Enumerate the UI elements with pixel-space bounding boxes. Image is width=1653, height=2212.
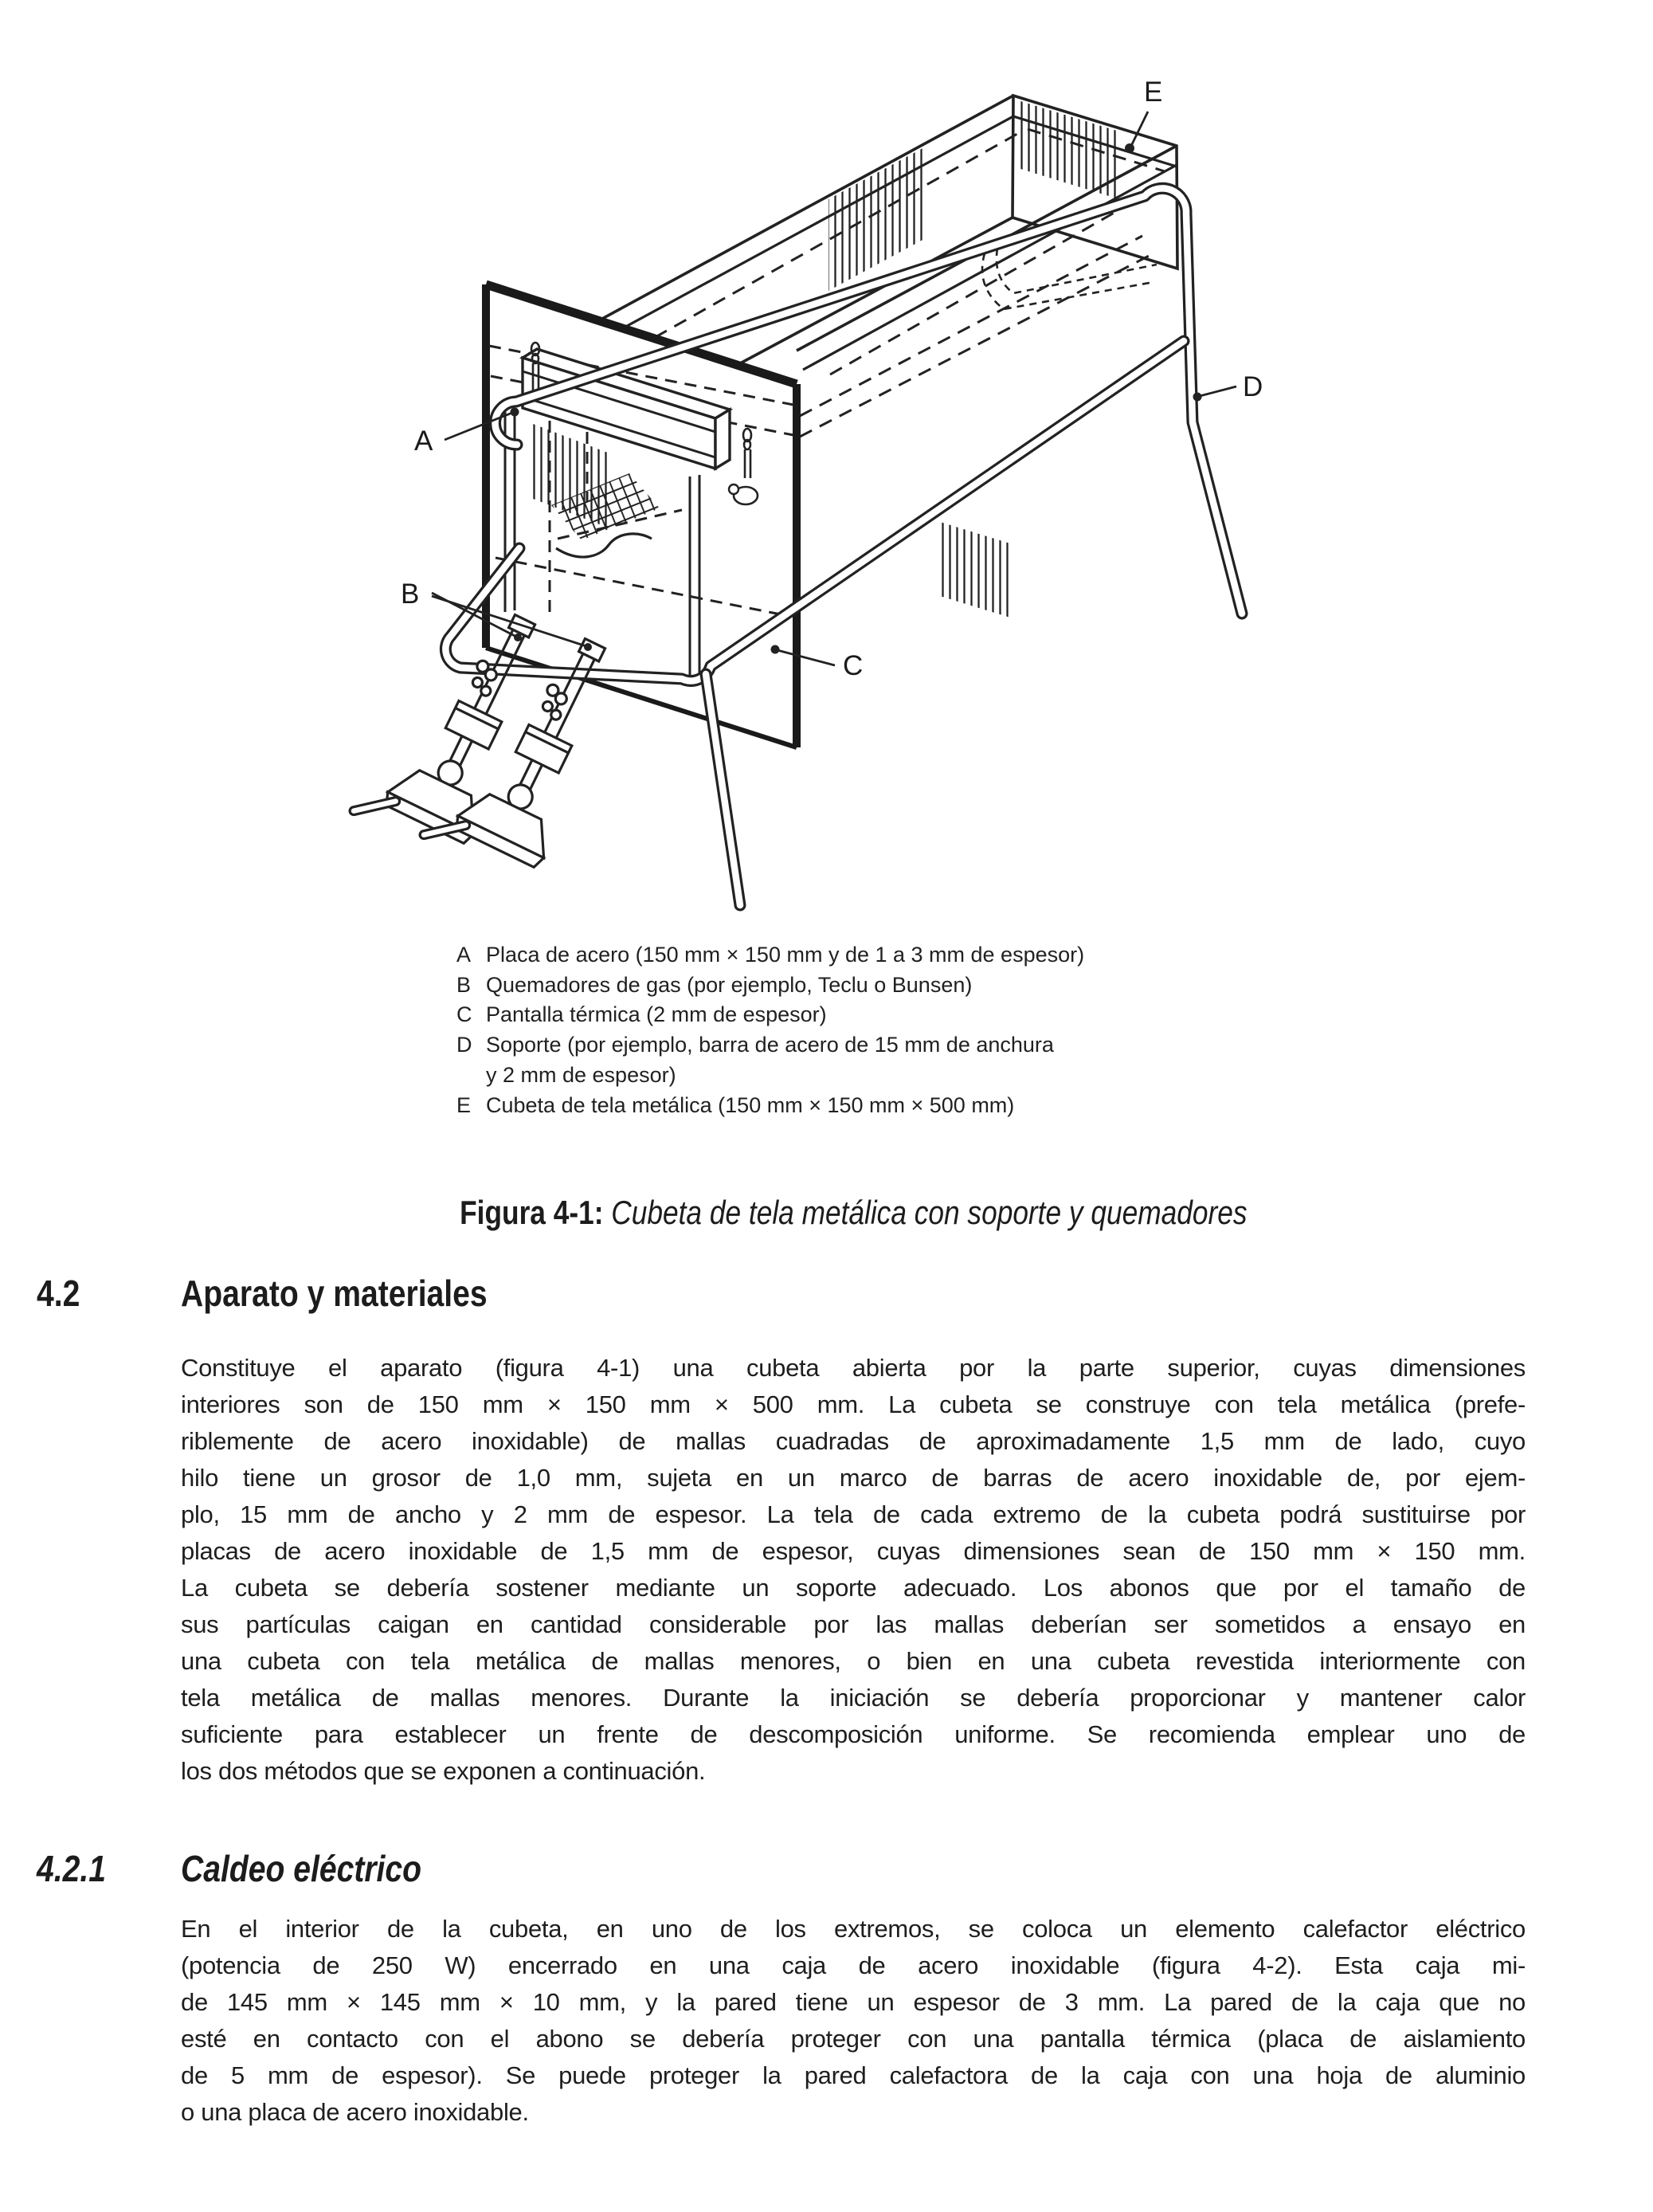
label-support: D — [1243, 371, 1263, 402]
text-line: interiores son de 150 mm × 150 mm × 500 mm. La cubeta se construye con tela metálica (prefe- — [181, 1390, 1526, 1418]
section-4-2-1-paragraph — [181, 1911, 1526, 2131]
legend-letter: C — [456, 1002, 472, 1027]
section-heading-4-2-1 — [0, 1847, 1653, 1888]
legend-item — [456, 971, 1084, 1001]
legend-item — [456, 1091, 1084, 1121]
text-line: de 5 mm de espesor). Se puede proteger la pared calefactora de la caja con una hoja de aluminio — [181, 2061, 1526, 2089]
label-steel-plate: A — [414, 426, 433, 457]
text-line: Constituye el aparato (figura 4-1) una cubeta abierta por la parte superior, cuyas dimensiones — [181, 1354, 1526, 1382]
legend-text: Pantalla térmica (2 mm de espesor) — [486, 1002, 827, 1027]
text-line: una cubeta con tela metálica de mallas menores, o bien en una cubeta revestida interiormente con — [181, 1647, 1526, 1675]
text-line: los dos métodos que se exponen a continuación. — [181, 1757, 706, 1785]
figure-legend — [456, 940, 1084, 1120]
section-number: 4.2.1 — [37, 1848, 106, 1889]
text-line: La cubeta se debería sostener mediante un soporte adecuado. Los abonos que por el tamaño de — [181, 1574, 1526, 1602]
legend-letter: B — [456, 972, 472, 997]
legend-text: Soporte (por ejemplo, barra de acero de 15 mm de anchura y 2 mm de espesor) — [486, 1033, 1054, 1087]
text-line: sus partículas caigan en cantidad considerable por las mallas deberían ser sometidos a ensayo en — [181, 1610, 1526, 1638]
figure-4-1-diagram — [231, 32, 1291, 940]
legend-letter: E — [456, 1092, 472, 1117]
text-line: esté en contacto con el abono se debería proteger con una pantalla térmica (placa de aislamiento — [181, 2025, 1526, 2053]
text-line: En el interior de la cubeta, en uno de los extremos, se coloca un elemento calefactor eléctrico — [181, 1915, 1526, 1943]
figure-caption-text: Cubeta de tela metálica con soporte y quemadores — [610, 1194, 1248, 1231]
label-trough: E — [1144, 76, 1163, 108]
text-line: suficiente para establecer un frente de descomposición uniforme. Se recomienda emplear uno de — [181, 1720, 1526, 1748]
legend-letter: D — [456, 1033, 472, 1057]
section-title: Caldeo eléctrico — [181, 1848, 422, 1889]
text-line: tela metálica de mallas menores. Durante la iniciación se debería proporcionar y mantener calor — [181, 1684, 1526, 1712]
legend-text: Cubeta de tela metálica (150 mm × 150 mm × 500 mm) — [486, 1092, 1015, 1117]
text-line: o una placa de acero inoxidable. — [181, 2098, 529, 2126]
figure-4-1 — [231, 32, 1291, 940]
legend-item — [456, 1000, 1084, 1030]
text-line: placas de acero inoxidable de 1,5 mm de espesor, cuyas dimensiones sean de 150 mm × 150 mm. — [181, 1537, 1526, 1565]
section-title: Aparato y materiales — [181, 1273, 488, 1314]
legend-text: Placa de acero (150 mm × 150 mm y de 1 a 3 mm de espesor) — [486, 943, 1085, 967]
legend-text: Quemadores de gas (por ejemplo, Teclu o Bunsen) — [486, 972, 973, 997]
legend-letter: A — [456, 943, 472, 967]
text-line: plo, 15 mm de ancho y 2 mm de espesor. La tela de cada extremo de la cubeta podrá sustituirse por — [181, 1500, 1526, 1528]
label-gas-burners: B — [401, 578, 420, 610]
text-line: de 145 mm × 145 mm × 10 mm, y la pared tiene un espesor de 3 mm. La pared de la caja que no — [181, 1988, 1526, 2016]
label-thermal-screen: C — [843, 650, 864, 681]
text-line: hilo tiene un grosor de 1,0 mm, sujeta en un marco de barras de acero inoxidable de, por ejem- — [181, 1464, 1526, 1492]
section-number: 4.2 — [37, 1273, 80, 1314]
figure-caption — [181, 1194, 1526, 1232]
legend-item — [456, 1030, 1084, 1090]
section-heading-4-2 — [0, 1272, 1653, 1313]
text-line: (potencia de 250 W) encerrado en una caja de acero inoxidable (figura 4-2). Esta caja mi- — [181, 1951, 1526, 1979]
section-4-2-paragraph — [181, 1350, 1526, 1790]
text-line: riblemente de acero inoxidable) de mallas cuadradas de aproximadamente 1,5 mm de lado, cuyo — [181, 1427, 1526, 1455]
legend-item — [456, 940, 1084, 971]
figure-caption-label: Figura 4-1: — [459, 1194, 604, 1231]
